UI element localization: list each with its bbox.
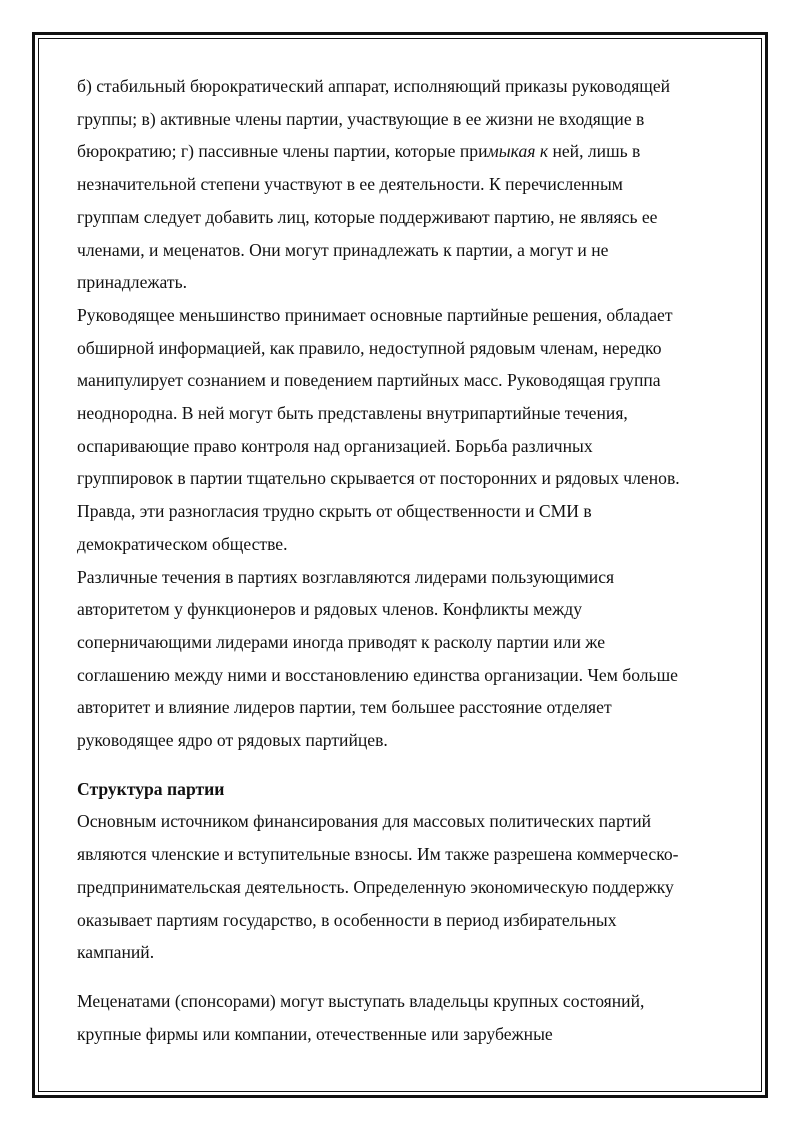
text-line [77,135,727,168]
text-line: Меценатами (спонсорами) могут выступать владельцы крупных состояний, [77,990,645,1011]
text-line: авторитетом у функционеров и рядовых членов. Конфликты между [77,599,582,620]
text-line: б) стабильный бюрократический аппарат, исполняющий приказы руководящей [77,76,671,96]
text-line: соперничающими лидерами иногда приводят к расколу партии или же [77,631,606,652]
text-line: обширной информацией, как правило, недоступной рядовым членам, нередко [77,337,662,358]
text-line: группам следует добавить лиц, которые поддерживают партию, не являясь ее [77,206,658,227]
italic-text-run: мыкая к [487,141,549,162]
paragraph-sponsors [77,985,727,1050]
text-run: ней, лишь в [548,141,641,162]
text-line: предпринимательская деятельность. Определенную экономическую поддержку [77,876,674,897]
text-line: Различные течения в партиях возглавляются лидерами пользующимися [77,566,615,587]
paragraph-leading-minority [77,299,727,561]
text-line: группы; в) активные члены партии, участвующие в ее жизни не входящие в [77,108,645,129]
text-line: оспаривающие право контроля над организацией. Борьба различных [77,435,593,456]
paragraph-party-currents [77,561,727,757]
text-line: Основным источником финансирования для массовых политических партий [77,811,652,832]
text-line: принадлежать. [77,272,188,293]
text-line: авторитет и влияние лидеров партии, тем большее расстояние отделяет [77,697,612,718]
paragraph-spacer [77,969,727,985]
text-run: бюрократию; г) пассивные члены партии, которые при [77,141,488,162]
text-line: манипулирует сознанием и поведением партийных масс. Руководящая группа [77,370,661,391]
text-line: членами, и меценатов. Они могут принадлежать к партии, а могут и не [77,239,609,260]
text-line: являются членские и вступительные взносы. Им также разрешена коммерческо- [77,844,679,865]
document-body [77,70,727,1050]
section-spacer [77,757,727,773]
paragraph-financing [77,805,727,969]
paragraph-party-groups [77,70,727,299]
text-line: Правда, эти разногласия трудно скрыть от общественности и СМИ в [77,501,592,522]
text-line: группировок в партии тщательно скрывается от посторонних и рядовых членов. [77,468,680,489]
text-line: кампаний. [77,942,155,963]
text-line: оказывает партиям государство, в особенности в период избирательных [77,909,617,930]
text-line: незначительной степени участвуют в ее деятельности. К перечисленным [77,174,623,195]
text-line: неоднородна. В ней могут быть представлены внутрипартийные течения, [77,403,628,424]
text-line: соглашению между ними и восстановлению единства организации. Чем больше [77,664,678,685]
text-line: руководящее ядро от рядовых партийцев. [77,730,388,751]
text-line: демократическом обществе. [77,533,288,554]
text-line: Руководящее меньшинство принимает основные партийные решения, обладает [77,304,673,325]
text-line: крупные фирмы или компании, отечественные или зарубежные [77,1023,553,1044]
section-heading: Структура партии [77,778,225,799]
